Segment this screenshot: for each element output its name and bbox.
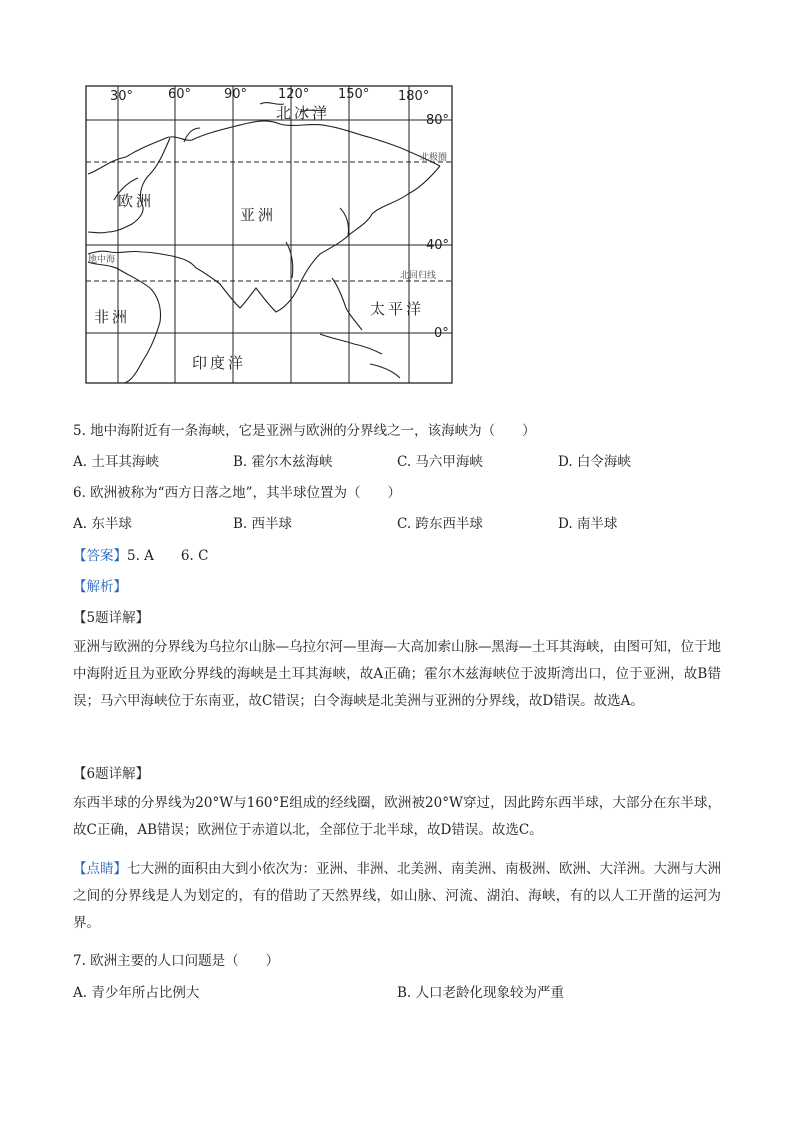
europe-label: 欧洲 xyxy=(118,192,155,210)
q7-option-b: B. 人口老龄化现象较为严重 xyxy=(397,985,565,1001)
q6-option-c: C. 跨东西半球 xyxy=(397,516,483,532)
q5-option-c: C. 马六甲海峡 xyxy=(397,454,483,470)
question-5-stem: 5. 地中海附近有一条海峡，它是亚洲与欧洲的分界线之一，该海峡为（ ） xyxy=(73,423,536,439)
right-tick: 0° xyxy=(434,326,449,341)
africa-label: 非洲 xyxy=(94,308,131,326)
analysis-label: 【解析】 xyxy=(73,579,127,595)
top-tick: 90° xyxy=(224,87,248,102)
answer-label: 【答案】 xyxy=(73,548,127,564)
mediterranean-label: 地中海 xyxy=(88,255,116,265)
tropic-of-cancer-label: 北回归线 xyxy=(400,271,437,281)
q5-option-d: D. 白令海峡 xyxy=(558,454,631,470)
q7-option-a: A. 青少年所占比例大 xyxy=(73,985,200,1001)
detail-6-text: 东西半球的分界线为20°W与160°E组成的经线圈，欧洲被20°W穿过，因此跨东西半球，大部分在东半球，故C正确，AB错误；欧洲位于赤道以北，全部位于北半球，故D错误。故选C。 xyxy=(73,795,721,838)
detail-5-label: 【5题详解】 xyxy=(73,610,150,626)
dianjing-paragraph xyxy=(73,856,721,937)
question-6-stem: 6. 欧洲被称为“西方日落之地”，其半球位置为（ ） xyxy=(73,485,401,501)
right-tick: 80° xyxy=(426,113,450,128)
q6-option-d: D. 南半球 xyxy=(558,516,618,532)
question-7-stem: 7. 欧洲主要的人口问题是（ ） xyxy=(73,953,280,969)
q5-option-a: A. 土耳其海峡 xyxy=(73,454,159,470)
q5-option-b: B. 霍尔木兹海峡 xyxy=(233,454,333,470)
arctic-ocean-label: 北冰洋 xyxy=(276,104,331,122)
right-tick: 40° xyxy=(426,238,450,253)
answer-line xyxy=(73,546,208,566)
answer-text: 5. A 6. C xyxy=(127,548,209,564)
top-tick: 150° xyxy=(338,87,370,102)
detail-5-text: 亚洲与欧洲的分界线为乌拉尔山脉—乌拉尔河—里海—大高加索山脉—黑海—土耳其海峡，由图可知，位于地中海附近且为亚欧分界线的海峡是土耳其海峡，故A正确；霍尔木兹海峡位于波斯湾出口，位于亚洲，故B错误；马六甲海峡位于东南亚，故C错误；白令海峡是北美洲与亚洲的分界线，故D错误。故选A。 xyxy=(73,639,721,709)
world-map-figure xyxy=(80,82,456,386)
q6-option-b: B. 西半球 xyxy=(233,516,293,532)
asia-label: 亚洲 xyxy=(240,206,277,224)
top-tick: 60° xyxy=(168,87,192,102)
top-tick: 30° xyxy=(110,89,134,104)
detail-6-label: 【6题详解】 xyxy=(73,766,150,782)
indian-ocean-label: 印度洋 xyxy=(192,354,247,372)
top-tick: 120° xyxy=(278,87,310,102)
arctic-circle-label: 北极圈 xyxy=(420,153,448,163)
dianjing-label: 【点睛】 xyxy=(73,861,127,877)
q6-option-a: A. 东半球 xyxy=(73,516,132,532)
dianjing-text: 七大洲的面积由大到小依次为：亚洲、非洲、北美洲、南美洲、南极洲、欧洲、大洋洲。大洲与大洲之间的分界线是人为划定的，有的借助了天然界线，如山脉、河流、湖泊、海峡，有的以人工开凿的运河为界。 xyxy=(73,861,721,931)
top-tick: 180° xyxy=(398,89,430,104)
pacific-label: 太平洋 xyxy=(370,300,425,318)
